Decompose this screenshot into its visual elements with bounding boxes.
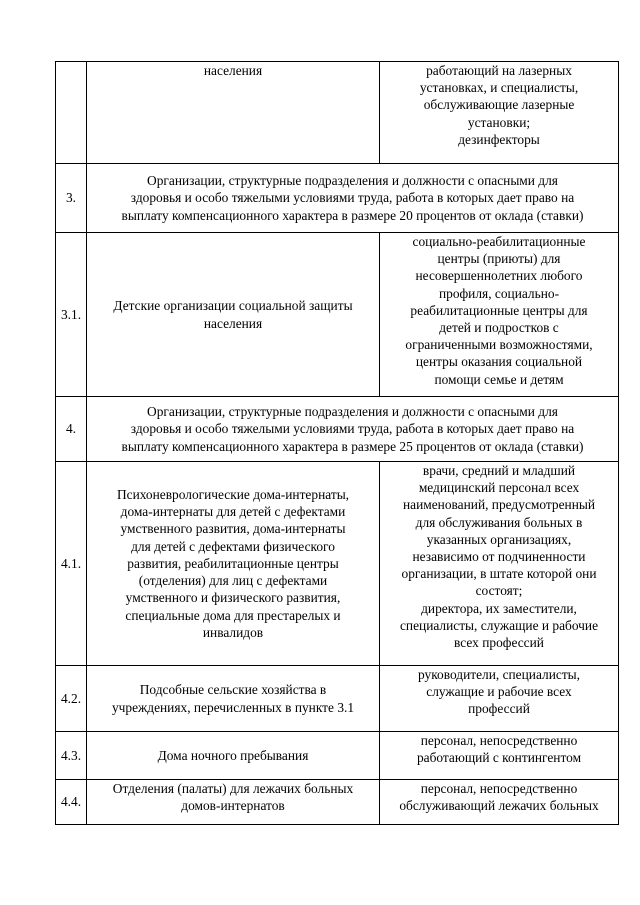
positions-text: руководители, специалисты, служащие и рабочие всех профессий <box>417 667 581 717</box>
positions-cell <box>380 666 619 732</box>
row-number-cell: 4.4. <box>56 780 87 825</box>
row-number-cell: 3. <box>56 164 87 233</box>
organization-cell <box>87 780 380 825</box>
positions-text: врачи, средний и младший медицинский персонал всех наименований, предусмотренный для обслуживания больных в указанных организациях, независимо от подчиненности организации, в штате которой они состоят; директора, их заместители, специалисты, служащие и рабочие всех профессий <box>399 463 599 651</box>
section-heading-row <box>56 164 619 233</box>
section-heading-text: Организации, структурные подразделения и должности с опасными для здоровья и особо тяжелыми условиями труда, работа в которых дает право на выплату компенсационного характера в размере 20 процентов от оклада (ставки) <box>121 173 584 223</box>
positions-text: персонал, непосредственно работающий с контингентом <box>416 733 582 766</box>
organization-cell <box>87 666 380 732</box>
row-number-cell: 4.3. <box>56 732 87 780</box>
positions-cell <box>380 732 619 780</box>
organization-text: Психоневрологические дома-интернаты, дома-интернаты для детей с дефектами умственного развития, дома-интернаты для детей с дефектами физического развития, реабилитационные центры (отделения) для лиц с дефектами умственного и физического развития, специальные дома для престарелых и инвалидов <box>116 487 350 640</box>
organization-text: Детские организации социальной защиты населения <box>113 298 353 331</box>
section-heading-text: Организации, структурные подразделения и должности с опасными для здоровья и особо тяжелыми условиями труда, работа в которых дает право на выплату компенсационного характера в размере 25 процентов от оклада (ставки) <box>121 404 584 454</box>
positions-cell <box>380 62 619 164</box>
table-row <box>56 233 619 397</box>
positions-text: персонал, непосредственно обслуживающий лежачих больных <box>399 781 599 814</box>
organization-text: Подсобные сельские хозяйства в учреждениях, перечисленных в пункте 3.1 <box>111 682 355 715</box>
organization-text: населения <box>203 63 263 78</box>
organization-text: Дома ночного пребывания <box>157 747 309 763</box>
organization-text: Отделения (палаты) для лежачих больных домов-интернатов <box>112 781 354 814</box>
row-number-cell: 3.1. <box>56 233 87 397</box>
row-number-cell: 4.1. <box>56 462 87 666</box>
allowance-table <box>55 61 619 825</box>
positions-text: социально-реабилитационные центры (приюты) для несовершеннолетних любого профиля, социально- реабилитационные центры для детей и подростков с ограниченными возможностями, центры оказания социальной помощи семье и детям <box>405 234 593 387</box>
table-row <box>56 732 619 780</box>
table-row <box>56 666 619 732</box>
row-number-cell: 4.2. <box>56 666 87 732</box>
row-number-cell <box>56 62 87 164</box>
positions-cell <box>380 780 619 825</box>
organization-cell <box>87 462 380 666</box>
section-heading-row <box>56 397 619 462</box>
positions-cell <box>380 462 619 666</box>
positions-cell <box>380 233 619 397</box>
table-row <box>56 462 619 666</box>
organization-cell <box>87 62 380 164</box>
section-heading-cell <box>87 397 619 462</box>
positions-text: работающий на лазерных установках, и специалисты, обслуживающие лазерные установки; дезинфекторы <box>419 63 579 147</box>
row-number-cell: 4. <box>56 397 87 462</box>
table-row <box>56 780 619 825</box>
organization-cell <box>87 732 380 780</box>
organization-cell <box>87 233 380 397</box>
section-heading-cell <box>87 164 619 233</box>
table-row <box>56 62 619 164</box>
